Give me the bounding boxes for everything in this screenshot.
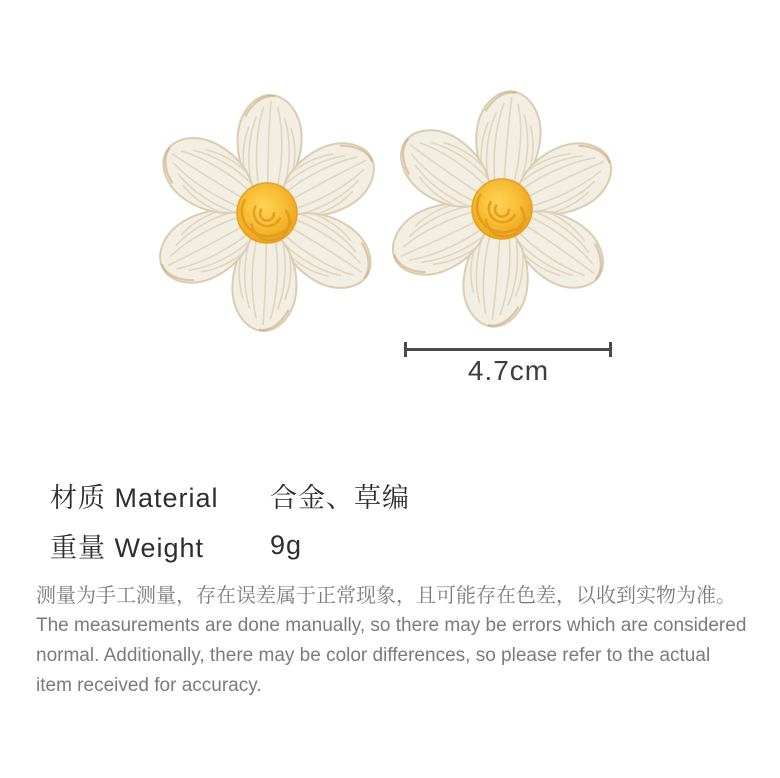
spec-value-material: 合金、草编: [270, 482, 410, 513]
disclaimer: [36, 581, 746, 701]
spec-label-material: 材质 Material: [50, 482, 219, 513]
spec-row-weight: [50, 520, 410, 570]
flower-earring-left: [145, 91, 389, 335]
spec-row-material: [50, 470, 410, 520]
spec-value-weight: 9g: [270, 529, 303, 560]
dimension-line: [406, 348, 611, 351]
spec-list: [50, 470, 410, 570]
disclaimer-line-en-2: normal. Additionally, there may be color differences, so please refer to the actual: [36, 645, 711, 666]
flower-earring-right: [374, 81, 630, 337]
disclaimer-line-en-3: item received for accuracy.: [36, 675, 262, 696]
dimension-label: 4.7cm: [467, 355, 550, 386]
disclaimer-line-en-1: The measurements are done manually, so there may be errors which are considered: [36, 615, 747, 636]
disclaimer-line-zh: 测量为手工测量，存在误差属于正常现象，且可能存在色差，以收到实物为准。: [36, 585, 736, 607]
spec-label-weight: 重量 Weight: [50, 532, 205, 563]
